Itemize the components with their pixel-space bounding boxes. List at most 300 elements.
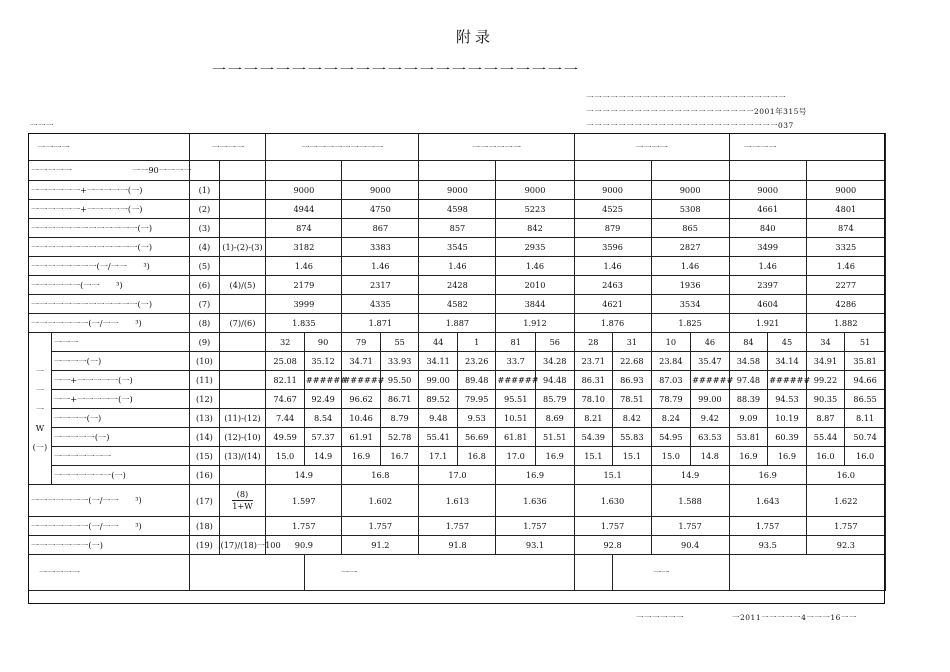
row-0-label [29, 161, 190, 181]
row-number: (3) [190, 219, 219, 238]
table-row [29, 295, 886, 314]
row-label: 一一一一一一一(一/一一 ³) [29, 314, 190, 333]
value-cell: 86.55 [845, 390, 886, 409]
row-label: 一一一一一一一(一/一一 ³) [29, 485, 190, 517]
value-cell: 25.08 [266, 352, 305, 371]
row-17 [29, 485, 886, 517]
value-cell: 1.46 [266, 257, 342, 276]
row-formula [219, 466, 266, 485]
value-cell: 1.835 [266, 314, 342, 333]
row-formula: (13)/(14) [219, 447, 266, 466]
row-formula: (12)-(10) [219, 428, 266, 447]
value-cell: 16.9 [536, 447, 575, 466]
row-number: (11) [190, 371, 219, 390]
row-19 [29, 536, 886, 555]
value-cell: 1 [457, 333, 496, 352]
value-cell: 2010 [496, 276, 574, 295]
value-cell: 842 [496, 219, 574, 238]
table-row [29, 219, 886, 238]
row-number: (19) [190, 536, 219, 555]
value-cell: 74.67 [266, 390, 305, 409]
value-cell: 16.9 [768, 447, 807, 466]
table-row [29, 200, 886, 219]
value-cell: 1936 [651, 276, 729, 295]
row-number: (10) [190, 352, 219, 371]
row-formula: (1)-(2)-(3) [219, 238, 266, 257]
value-cell: 3182 [266, 238, 342, 257]
value-cell: 874 [266, 219, 342, 238]
document-subtitle: 一一一一一一一一一一一一一一一一一一一一一一一 [212, 63, 580, 79]
value-cell: 15.1 [574, 466, 651, 485]
value-cell: 23.84 [651, 352, 691, 371]
value-cell: 86.31 [574, 371, 613, 390]
value-cell: 7.44 [266, 409, 305, 428]
row-label: 一一一一一一+一一一一一(一) [29, 181, 190, 200]
value-cell: 46 [691, 333, 730, 352]
value-cell: 5223 [496, 200, 574, 219]
value-cell: 99.00 [691, 390, 730, 409]
value-cell: 2397 [729, 276, 806, 295]
value-cell: 82.11 [266, 371, 305, 390]
value-cell: 2428 [419, 276, 496, 295]
value-cell: 4604 [729, 295, 806, 314]
row-number: (18) [190, 517, 219, 536]
fraction-numerator: (8) [232, 489, 253, 501]
moisture-row [29, 428, 886, 447]
value-cell: 56.69 [457, 428, 496, 447]
value-cell: 1.46 [342, 257, 419, 276]
value-cell: 15.1 [574, 447, 613, 466]
value-cell: 94.66 [845, 371, 886, 390]
row-formula: (7)/(6) [219, 314, 266, 333]
value-cell: 90.35 [806, 390, 845, 409]
header-cell-3: 一一一一一一一一一一 [266, 134, 419, 161]
value-cell: 35.81 [845, 352, 886, 371]
value-cell: 9000 [806, 181, 885, 200]
value-cell: 78.79 [651, 390, 691, 409]
value-cell: 867 [342, 219, 419, 238]
value-cell: 56 [536, 333, 575, 352]
value-cell: 1.912 [496, 314, 574, 333]
value-cell: 9000 [266, 181, 342, 200]
row-label: 一一一一一一一 [51, 447, 189, 466]
header-cell-6: 一一一一 [729, 134, 885, 161]
value-cell: 3596 [574, 238, 651, 257]
value-cell: 51.51 [536, 428, 575, 447]
value-cell: 879 [574, 219, 651, 238]
value-cell: 33.93 [380, 352, 419, 371]
value-cell: 1.757 [496, 517, 574, 536]
value-cell: 95.50 [380, 371, 419, 390]
moisture-row [29, 390, 886, 409]
row-formula [219, 200, 266, 219]
row-number: (1) [190, 181, 219, 200]
table-row [29, 314, 886, 333]
row-label: 一一一一一一一一(一/一一 ³) [29, 257, 190, 276]
row-number: (13) [190, 409, 219, 428]
value-cell: 1.757 [806, 517, 885, 536]
meta-line-3: 一一一一一一一一一一一一一一一一一一一一一一一一037 [586, 121, 794, 130]
value-cell: 1.46 [574, 257, 651, 276]
value-cell: 1.630 [574, 485, 651, 517]
row-0 [29, 161, 886, 181]
footer-label-1: 一一一一一 [29, 555, 190, 591]
value-cell: 4661 [729, 200, 806, 219]
page-title: 附录 [455, 28, 494, 46]
value-cell: 1.46 [651, 257, 729, 276]
value-cell: 8.79 [380, 409, 419, 428]
row-formula [219, 390, 266, 409]
value-cell: 2827 [651, 238, 729, 257]
value-cell: 1.876 [574, 314, 651, 333]
footer-label-2: 一一 [304, 555, 574, 591]
row-label: 一一一一一一一一一一一一一(一) [29, 219, 190, 238]
value-cell: 9000 [729, 181, 806, 200]
value-cell: 3499 [729, 238, 806, 257]
value-cell: 99.22 [806, 371, 845, 390]
value-cell: 10.51 [496, 409, 536, 428]
row-16 [29, 466, 886, 485]
value-cell: 8.87 [806, 409, 845, 428]
value-cell: ###### [304, 371, 341, 390]
value-cell: 91.2 [342, 536, 419, 555]
meta-line-2: 一一一一一一一一一一一一一一一一一一一一一2001年315号 [586, 107, 807, 116]
row-formula [219, 181, 266, 200]
row-formula [219, 485, 266, 517]
value-cell: 9.42 [691, 409, 730, 428]
value-cell: 63.53 [691, 428, 730, 447]
value-cell: 94.53 [768, 390, 807, 409]
row-number: (17) [190, 485, 219, 517]
row-formula [219, 371, 266, 390]
header-cell-4: 一一一一一一 [419, 134, 574, 161]
value-cell: 16.0 [806, 466, 885, 485]
value-cell: 34 [806, 333, 845, 352]
footer-blank [190, 555, 305, 591]
value-cell: 14.9 [651, 466, 729, 485]
value-cell: 33.7 [496, 352, 536, 371]
fraction-denominator: 1+W [232, 501, 253, 511]
value-cell: 99.00 [419, 371, 458, 390]
value-cell: 53.81 [729, 428, 768, 447]
value-cell: 2179 [266, 276, 342, 295]
value-cell: 16.8 [342, 466, 419, 485]
table-row [29, 257, 886, 276]
value-cell: 840 [729, 219, 806, 238]
side-label-char: 一 [35, 365, 45, 376]
value-cell: 17.0 [419, 466, 496, 485]
value-cell: 54.95 [651, 428, 691, 447]
value-cell: 55.41 [419, 428, 458, 447]
value-cell: 90.9 [266, 536, 342, 555]
row-number: (2) [190, 200, 219, 219]
value-cell: 9000 [419, 181, 496, 200]
value-cell: 4525 [574, 200, 651, 219]
value-cell: 79 [342, 333, 381, 352]
row-formula: (17)/(18)一100 [219, 536, 266, 555]
value-cell: 14.9 [304, 447, 341, 466]
value-cell: 81 [496, 333, 536, 352]
value-cell: 91.8 [419, 536, 496, 555]
value-cell: 78.10 [574, 390, 613, 409]
value-cell: 14.9 [266, 466, 342, 485]
value-cell: 92.8 [574, 536, 651, 555]
footer-date: 一2011一一一一一4一一一16一一 [732, 613, 857, 622]
value-cell: 1.882 [806, 314, 885, 333]
value-cell: 8.69 [536, 409, 575, 428]
row-18 [29, 517, 886, 536]
value-cell: 57.37 [304, 428, 341, 447]
row-label: 一一一 [51, 333, 189, 352]
value-cell: 34.91 [806, 352, 845, 371]
footer-left-note: 一一一一一一 [636, 613, 684, 622]
value-cell: 16.7 [380, 447, 419, 466]
value-cell: 89.52 [419, 390, 458, 409]
value-cell: 4621 [574, 295, 651, 314]
value-cell: 94.48 [536, 371, 575, 390]
row-label: 一一一一一一一(一/一一 ³) [29, 517, 190, 536]
value-cell: 1.643 [729, 485, 806, 517]
value-cell: 34.14 [768, 352, 807, 371]
value-cell: 87.03 [651, 371, 691, 390]
value-cell: 1.613 [419, 485, 496, 517]
value-cell: 10 [651, 333, 691, 352]
row-label: 一一+一一一一一(一) [51, 371, 189, 390]
row-number: (14) [190, 428, 219, 447]
value-cell: 23.71 [574, 352, 613, 371]
row-label: 一一一一一一+一一一一一(一) [29, 200, 190, 219]
header-cell-5: 一一一一 [574, 134, 729, 161]
side-label-char: 一 [35, 384, 45, 395]
row-formula [219, 257, 266, 276]
value-cell: 1.636 [496, 485, 574, 517]
row-label: 一一一一(一) [51, 352, 189, 371]
value-cell: 97.48 [729, 371, 768, 390]
value-cell: 1.46 [419, 257, 496, 276]
value-cell: 96.62 [342, 390, 381, 409]
value-cell: 1.825 [651, 314, 729, 333]
footer-blank [729, 555, 885, 591]
table-row [29, 181, 886, 200]
row-formula [219, 352, 266, 371]
row-0-value: 一一90一一一一 [131, 165, 192, 175]
value-cell: 8.11 [845, 409, 886, 428]
header-cell-1 [29, 134, 190, 161]
row-label: 一一+一一一一一(一) [51, 390, 189, 409]
header-text-1: 一一一一 [37, 141, 70, 152]
row-formula [219, 219, 266, 238]
row-number: (5) [190, 257, 219, 276]
row-label: 一一一一一(一) [51, 428, 189, 447]
value-cell: 9.48 [419, 409, 458, 428]
value-cell: 22.68 [613, 352, 652, 371]
value-cell: 1.46 [496, 257, 574, 276]
value-cell: 15.0 [651, 447, 691, 466]
value-cell: 1.588 [651, 485, 729, 517]
value-cell: 1.757 [729, 517, 806, 536]
row-formula [219, 517, 266, 536]
value-cell: ###### [768, 371, 807, 390]
value-cell: 9.09 [729, 409, 768, 428]
value-cell: 50.74 [845, 428, 886, 447]
moisture-row [29, 447, 886, 466]
row-formula [219, 295, 266, 314]
value-cell: 1.757 [342, 517, 419, 536]
value-cell: ###### [691, 371, 730, 390]
value-cell: 14.8 [691, 447, 730, 466]
value-cell: 54.39 [574, 428, 613, 447]
side-label [29, 333, 52, 485]
value-cell: 34.28 [536, 352, 575, 371]
row-number: (8) [190, 314, 219, 333]
meta-left: 一一一 [30, 121, 54, 130]
value-cell: 86.71 [380, 390, 419, 409]
value-cell: 3534 [651, 295, 729, 314]
value-cell: 1.921 [729, 314, 806, 333]
row-formula: (4)/(5) [219, 276, 266, 295]
row-0-label-text: 一一一一一 [31, 165, 72, 175]
value-cell: 93.1 [496, 536, 574, 555]
value-cell: 23.26 [457, 352, 496, 371]
moisture-row [29, 333, 886, 352]
value-cell: 3325 [806, 238, 885, 257]
value-cell: 60.39 [768, 428, 807, 447]
value-cell: 34.11 [419, 352, 458, 371]
value-cell: 1.602 [342, 485, 419, 517]
value-cell: 61.91 [342, 428, 381, 447]
value-cell: 92.3 [806, 536, 885, 555]
value-cell: 16.9 [729, 466, 806, 485]
value-cell: 8.42 [613, 409, 652, 428]
value-cell: 90 [304, 333, 341, 352]
value-cell: 15.0 [266, 447, 305, 466]
value-cell: 16.9 [342, 447, 381, 466]
value-cell: 8.24 [651, 409, 691, 428]
row-number: (4) [190, 238, 219, 257]
value-cell: 5308 [651, 200, 729, 219]
value-cell: ###### [342, 371, 381, 390]
value-cell: 45 [768, 333, 807, 352]
value-cell: 9000 [651, 181, 729, 200]
value-cell: 35.47 [691, 352, 730, 371]
value-cell: 1.622 [806, 485, 885, 517]
row-label: 一一一一一一一(一) [51, 466, 189, 485]
value-cell: 1.757 [419, 517, 496, 536]
value-cell: 92.49 [304, 390, 341, 409]
value-cell: 1.46 [729, 257, 806, 276]
row-formula [219, 333, 266, 352]
value-cell: 51 [845, 333, 886, 352]
value-cell: 4598 [419, 200, 496, 219]
value-cell: 2317 [342, 276, 419, 295]
row-formula: (11)-(12) [219, 409, 266, 428]
moisture-row [29, 371, 886, 390]
value-cell: 2463 [574, 276, 651, 295]
value-cell: 4335 [342, 295, 419, 314]
value-cell: 55.44 [806, 428, 845, 447]
test-record-table [28, 133, 886, 591]
row-number: (16) [190, 466, 219, 485]
value-cell: 32 [266, 333, 305, 352]
value-cell: 16.0 [845, 447, 886, 466]
value-cell: 3383 [342, 238, 419, 257]
value-cell: 93.5 [729, 536, 806, 555]
value-cell: 84 [729, 333, 768, 352]
value-cell: 1.871 [342, 314, 419, 333]
value-cell: 85.79 [536, 390, 575, 409]
value-cell: 1.757 [574, 517, 651, 536]
row-number: (7) [190, 295, 219, 314]
value-cell: 2935 [496, 238, 574, 257]
value-cell: 3999 [266, 295, 342, 314]
table-row [29, 276, 886, 295]
value-cell: 52.78 [380, 428, 419, 447]
value-cell: 1.46 [806, 257, 885, 276]
row-number: (9) [190, 333, 219, 352]
value-cell: 78.51 [613, 390, 652, 409]
value-cell: 10.46 [342, 409, 381, 428]
header-row [29, 134, 886, 161]
value-cell: 4944 [266, 200, 342, 219]
footer-row [29, 555, 886, 591]
row-label: 一一一一一一一一一一一一一(一) [29, 238, 190, 257]
value-cell: 1.757 [266, 517, 342, 536]
side-label-char: (一) [32, 441, 48, 452]
value-cell: 2277 [806, 276, 885, 295]
row-number: (12) [190, 390, 219, 409]
row-number: (6) [190, 276, 219, 295]
value-cell: 89.48 [457, 371, 496, 390]
value-cell: 16.9 [729, 447, 768, 466]
value-cell: 4582 [419, 295, 496, 314]
row-label: 一一一一一一一一一一一一一(一) [29, 295, 190, 314]
value-cell: 3545 [419, 238, 496, 257]
value-cell: 17.1 [419, 447, 458, 466]
value-cell: 55 [380, 333, 419, 352]
meta-line-1: 一一一一一一一一一一一一一一一一一一一一一一一一一 [586, 93, 786, 102]
value-cell: 3844 [496, 295, 574, 314]
value-cell: 16.8 [457, 447, 496, 466]
value-cell: 9000 [496, 181, 574, 200]
value-cell: 1.887 [419, 314, 496, 333]
row-number: (15) [190, 447, 219, 466]
value-cell: 4801 [806, 200, 885, 219]
side-label-char: W [35, 422, 45, 433]
value-cell: 44 [419, 333, 458, 352]
value-cell: 31 [613, 333, 652, 352]
value-cell: 86.93 [613, 371, 652, 390]
value-cell: 4750 [342, 200, 419, 219]
row-label: 一一一一一一一(一) [29, 536, 190, 555]
value-cell: 79.95 [457, 390, 496, 409]
value-cell: 55.83 [613, 428, 652, 447]
value-cell: 15.1 [613, 447, 652, 466]
value-cell: 9.53 [457, 409, 496, 428]
row-label: 一一一一一一(一一 ³) [29, 276, 190, 295]
table-row [29, 238, 886, 257]
side-label-char: 一 [35, 403, 45, 414]
value-cell: 1.597 [266, 485, 342, 517]
footer-label-3: 一一 [613, 555, 730, 591]
row-label: 一一一一(一) [51, 409, 189, 428]
value-cell: 61.81 [496, 428, 536, 447]
value-cell: 857 [419, 219, 496, 238]
value-cell: 8.21 [574, 409, 613, 428]
value-cell: 1.757 [651, 517, 729, 536]
value-cell: 95.51 [496, 390, 536, 409]
moisture-row [29, 352, 886, 371]
value-cell: 10.19 [768, 409, 807, 428]
